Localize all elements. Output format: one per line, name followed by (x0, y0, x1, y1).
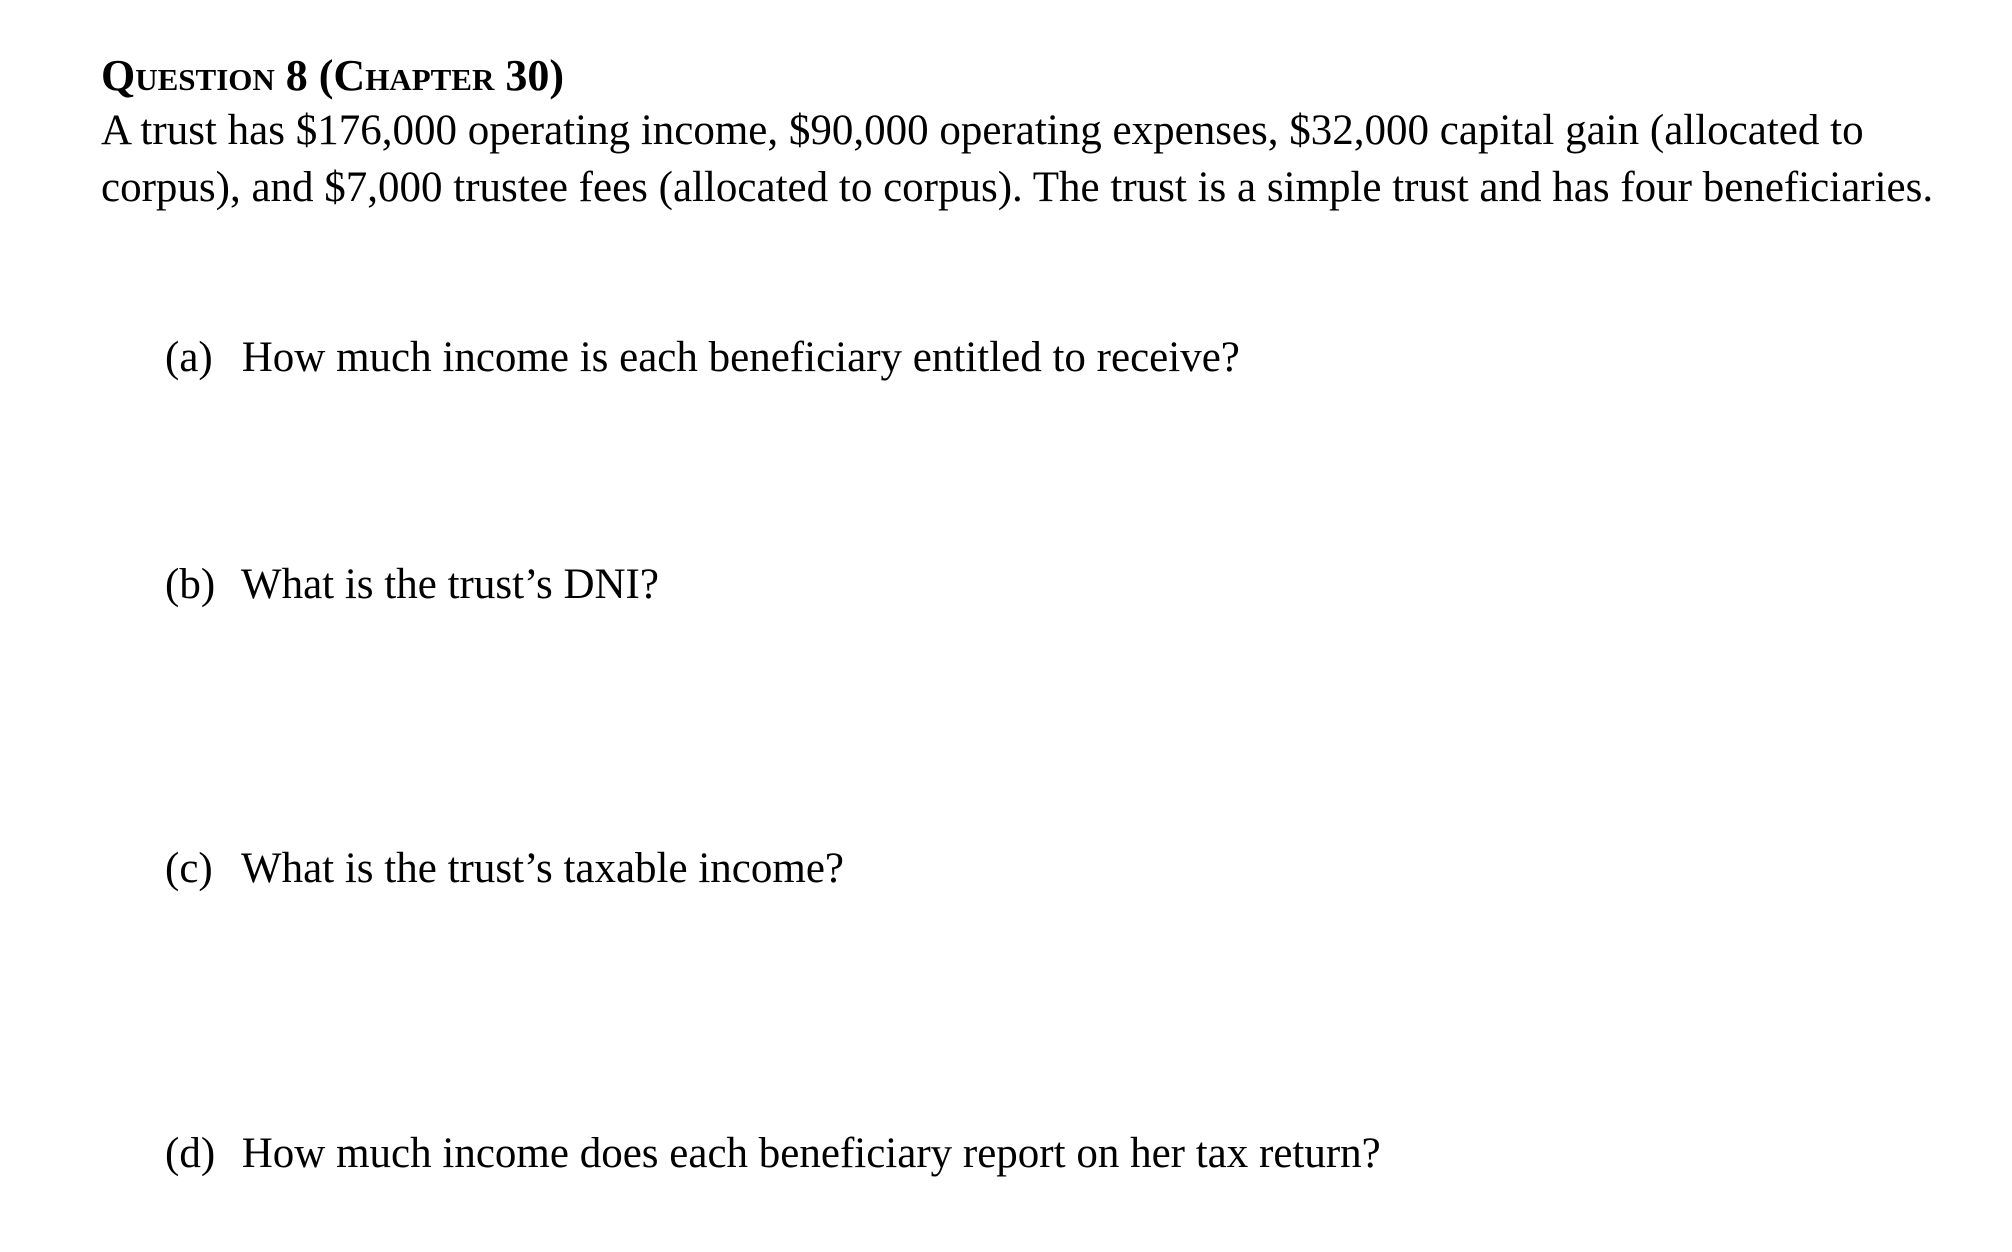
sub-question-a (165, 332, 1240, 384)
sub-question-d (165, 1128, 1381, 1180)
sub-question-label: (c) (165, 845, 213, 892)
question-body: A trust has $176,000 operating income, $90,000 operating expenses, $32,000 capital gain (allocated to corpus), and $7,000 trustee fees (allocated to corpus). The trust is a simple trust and has four beneficiaries. (101, 107, 1934, 211)
sub-question-label: (a) (165, 334, 213, 381)
sub-question-text: What is the trust’s DNI? (240, 561, 659, 608)
question-heading: Question 8 (Chapter 30) (101, 51, 565, 100)
sub-question-text: What is the trust’s taxable income? (240, 845, 844, 892)
sub-question-label: (d) (165, 1130, 216, 1177)
sub-question-c (165, 843, 844, 895)
sub-question-label: (b) (165, 561, 216, 608)
sub-question-text: How much income does each beneficiary report on her tax return? (241, 1130, 1381, 1177)
sub-question-text: How much income is each beneficiary entitled to receive? (241, 334, 1240, 381)
sub-question-b (165, 559, 659, 611)
